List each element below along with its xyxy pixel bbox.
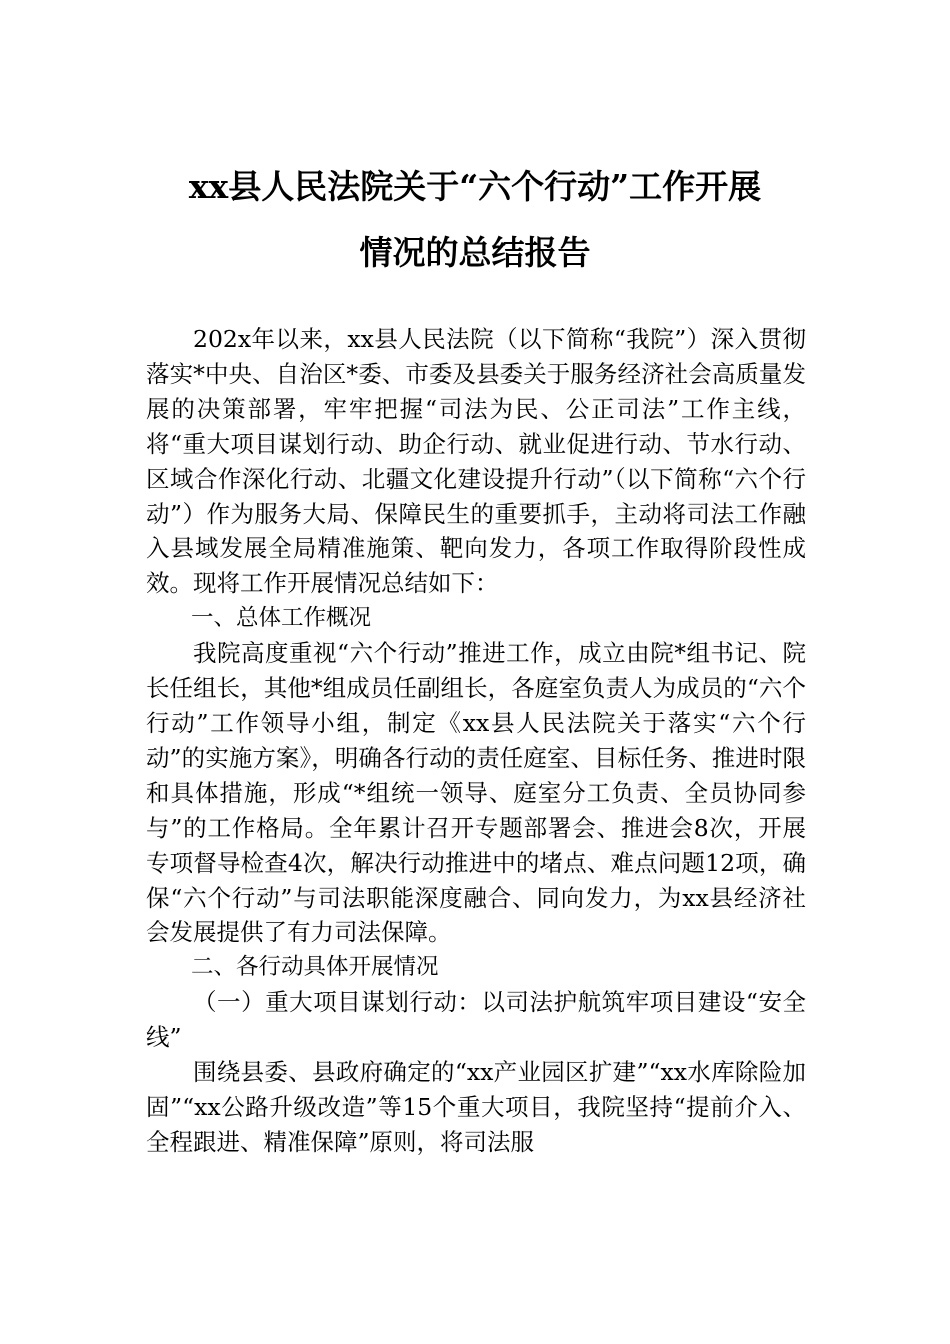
section-1-heading: 一、总体工作概况 (191, 605, 372, 632)
document-title-line-1: xx县人民法院关于“六个行动”工作开展 (188, 167, 762, 206)
subsection-1-heading: （一）重大项目谋划行动：以司法护航筑牢项目建设“安全线” (146, 988, 806, 1052)
intro-paragraph: 202x年以来，xx县人民法院（以下简称“我院”）深入贯彻落实*中央、自治区*委、市委及县委关于服务经济社会高质量发展的决策部署，牢牢把握“司法为民、公正司法”工作主线，将“重大项目谋划行动、助企行动、就业促进行动、节水行动、区域合作深化行动、北疆文化建设提升行动”（以下简称“六个行动”）作为服务大局、保障民生的重要抓手，主动将司法工作融入县域发展全局精准施策、靶向发力，各项工作取得阶段性成效。现将工作开展情况总结如下： (146, 325, 806, 598)
subsection-1-paragraph: 围绕县委、县政府确定的“xx产业园区扩建”“xx水库除险加固”“xx公路升级改造”等15个重大项目，我院坚持“提前介入、全程跟进、精准保障”原则，将司法服 (146, 1058, 806, 1156)
section-2-heading: 二、各行动具体开展情况 (191, 954, 439, 981)
section-1-paragraph: 我院高度重视“六个行动”推进工作，成立由院*组书记、院长任组长，其他*组成员任副组长，各庭室负责人为成员的“六个行动”工作领导小组，制定《xx县人民法院关于落实“六个行动”的实施方案》，明确各行动的责任庭室、目标任务、推进时限和具体措施，形成“*组统一领导、庭室分工负责、全员协同参与”的工作格局。全年累计召开专题部署会、推进会8次，开展专项督导检查4次，解决行动推进中的堵点、难点问题12项，确保“六个行动”与司法职能深度融合、同向发力，为xx县经济社会发展提供了有力司法保障。 (146, 639, 806, 947)
document-title-line-2: 情况的总结报告 (359, 233, 591, 272)
document-body (146, 322, 806, 1160)
